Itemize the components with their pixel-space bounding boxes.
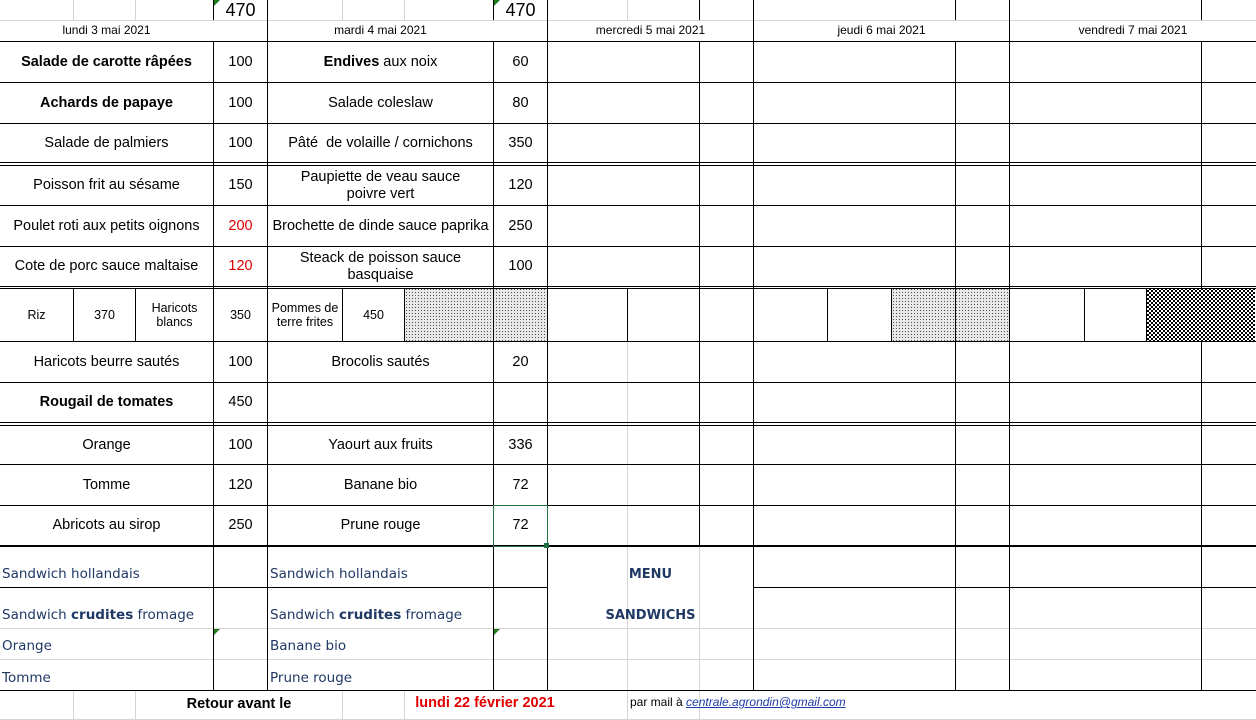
- mardi-qty[interactable]: 72: [512, 517, 529, 534]
- mardi-qty[interactable]: 60: [512, 53, 529, 70]
- menu-sandwich-title[interactable]: MENU: [628, 566, 673, 582]
- lundi-dish[interactable]: Poisson frit au sésame: [33, 177, 180, 194]
- lundi-qty[interactable]: 100: [228, 94, 253, 111]
- day-header-mercredi[interactable]: mercredi 5 mai 2021: [595, 23, 706, 38]
- return-label[interactable]: Retour avant le: [186, 695, 292, 712]
- mardi-total-count[interactable]: 470: [505, 0, 536, 20]
- sandwich-lundi[interactable]: Tomme: [2, 670, 51, 687]
- starch-lundi-qty[interactable]: 350: [230, 307, 251, 322]
- lundi-qty[interactable]: 250: [228, 517, 253, 534]
- mardi-dish[interactable]: Pâté de volaille / cornichons: [288, 134, 473, 151]
- lundi-qty[interactable]: 150: [228, 177, 253, 194]
- lundi-qty[interactable]: 200: [228, 217, 253, 234]
- lundi-dish[interactable]: Tomme: [82, 476, 131, 493]
- lundi-dish[interactable]: Rougail de tomates: [39, 394, 174, 411]
- comment-indicator: [214, 0, 220, 6]
- fill-handle[interactable]: [544, 543, 549, 548]
- lundi-qty[interactable]: 120: [228, 476, 253, 493]
- sandwich-mardi[interactable]: Prune rouge: [270, 670, 353, 687]
- lundi-qty[interactable]: 450: [228, 394, 253, 411]
- mardi-dish[interactable]: Prune rouge: [340, 517, 421, 534]
- day-header-vendredi[interactable]: vendredi 7 mai 2021: [1078, 23, 1188, 38]
- lundi-dish[interactable]: Achards de papaye: [40, 94, 173, 111]
- lundi-qty[interactable]: 100: [228, 53, 253, 70]
- day-header-lundi[interactable]: lundi 3 mai 2021: [62, 23, 151, 38]
- day-header-mardi[interactable]: mardi 4 mai 2021: [334, 23, 427, 38]
- mardi-qty[interactable]: 120: [508, 177, 533, 194]
- mardi-qty[interactable]: 250: [508, 217, 533, 234]
- mail-prefix: par mail à: [630, 695, 687, 710]
- comment-indicator: [214, 629, 220, 635]
- lundi-dish[interactable]: Abricots au sirop: [52, 517, 161, 534]
- starch-lundi-label[interactable]: Haricots blancs: [151, 300, 198, 329]
- lundi-qty[interactable]: 100: [228, 134, 253, 151]
- comment-indicator: [494, 0, 500, 6]
- mardi-dish[interactable]: Brocolis sautés: [331, 353, 430, 370]
- starch-lundi-qty[interactable]: 370: [94, 307, 115, 322]
- sandwich-mardi[interactable]: Banane bio: [270, 638, 347, 655]
- lundi-dish[interactable]: Orange: [82, 436, 131, 453]
- starch-mardi-label[interactable]: Pommes de terre frites: [271, 300, 339, 329]
- mardi-qty[interactable]: 336: [508, 436, 533, 453]
- starch-mardi-qty[interactable]: 450: [363, 307, 384, 322]
- lundi-dish[interactable]: Salade de carotte râpées: [21, 53, 192, 70]
- lundi-dish[interactable]: Poulet roti aux petits oignons: [13, 217, 200, 234]
- comment-indicator: [494, 629, 500, 635]
- mardi-qty[interactable]: 72: [512, 476, 529, 493]
- sandwich-mardi[interactable]: Sandwich hollandais: [270, 566, 408, 583]
- lundi-dish[interactable]: Cote de porc sauce maltaise: [14, 258, 199, 275]
- mardi-dish[interactable]: Salade coleslaw: [328, 94, 433, 111]
- mardi-dish[interactable]: Steack de poisson sauce basquaise: [299, 249, 462, 283]
- sandwich-lundi[interactable]: Sandwich hollandais: [2, 566, 140, 583]
- mardi-dish[interactable]: Banane bio: [343, 476, 418, 493]
- return-date[interactable]: lundi 22 février 2021: [415, 694, 555, 711]
- mardi-dish[interactable]: Brochette de dinde sauce paprika: [272, 217, 489, 234]
- hatched-cell: [1147, 288, 1255, 341]
- lundi-dish[interactable]: Salade de palmiers: [44, 134, 169, 151]
- mardi-qty[interactable]: 80: [512, 94, 529, 111]
- sandwich-mardi[interactable]: Sandwich crudites fromage: [270, 607, 463, 624]
- mail-link[interactable]: centrale.agrondin@gmail.com: [686, 695, 846, 710]
- hatched-cell: [405, 288, 547, 341]
- mardi-dish[interactable]: Endives aux noix: [323, 53, 438, 70]
- mardi-qty[interactable]: 350: [508, 134, 533, 151]
- mardi-qty[interactable]: 20: [512, 353, 529, 370]
- lundi-qty[interactable]: 120: [228, 258, 253, 275]
- lundi-qty[interactable]: 100: [228, 436, 253, 453]
- lundi-qty[interactable]: 100: [228, 353, 253, 370]
- selected-cell[interactable]: [493, 505, 548, 547]
- sandwich-lundi[interactable]: Sandwich crudites fromage: [2, 607, 195, 624]
- lundi-dish[interactable]: Haricots beurre sautés: [33, 353, 180, 370]
- mail-line[interactable]: [628, 691, 888, 715]
- sandwich-lundi[interactable]: Orange: [2, 638, 52, 655]
- day-header-jeudi[interactable]: jeudi 6 mai 2021: [837, 23, 926, 38]
- mardi-dish[interactable]: Yaourt aux fruits: [328, 436, 433, 453]
- lundi-total-count[interactable]: 470: [225, 0, 256, 20]
- mardi-dish[interactable]: Paupiette de veau sauce poivre vert: [300, 168, 461, 202]
- starch-lundi-label[interactable]: Riz: [27, 307, 46, 322]
- menu-sandwich-title[interactable]: SANDWICHS: [605, 607, 696, 623]
- hatched-cell: [892, 288, 1009, 341]
- mardi-qty[interactable]: 100: [508, 258, 533, 275]
